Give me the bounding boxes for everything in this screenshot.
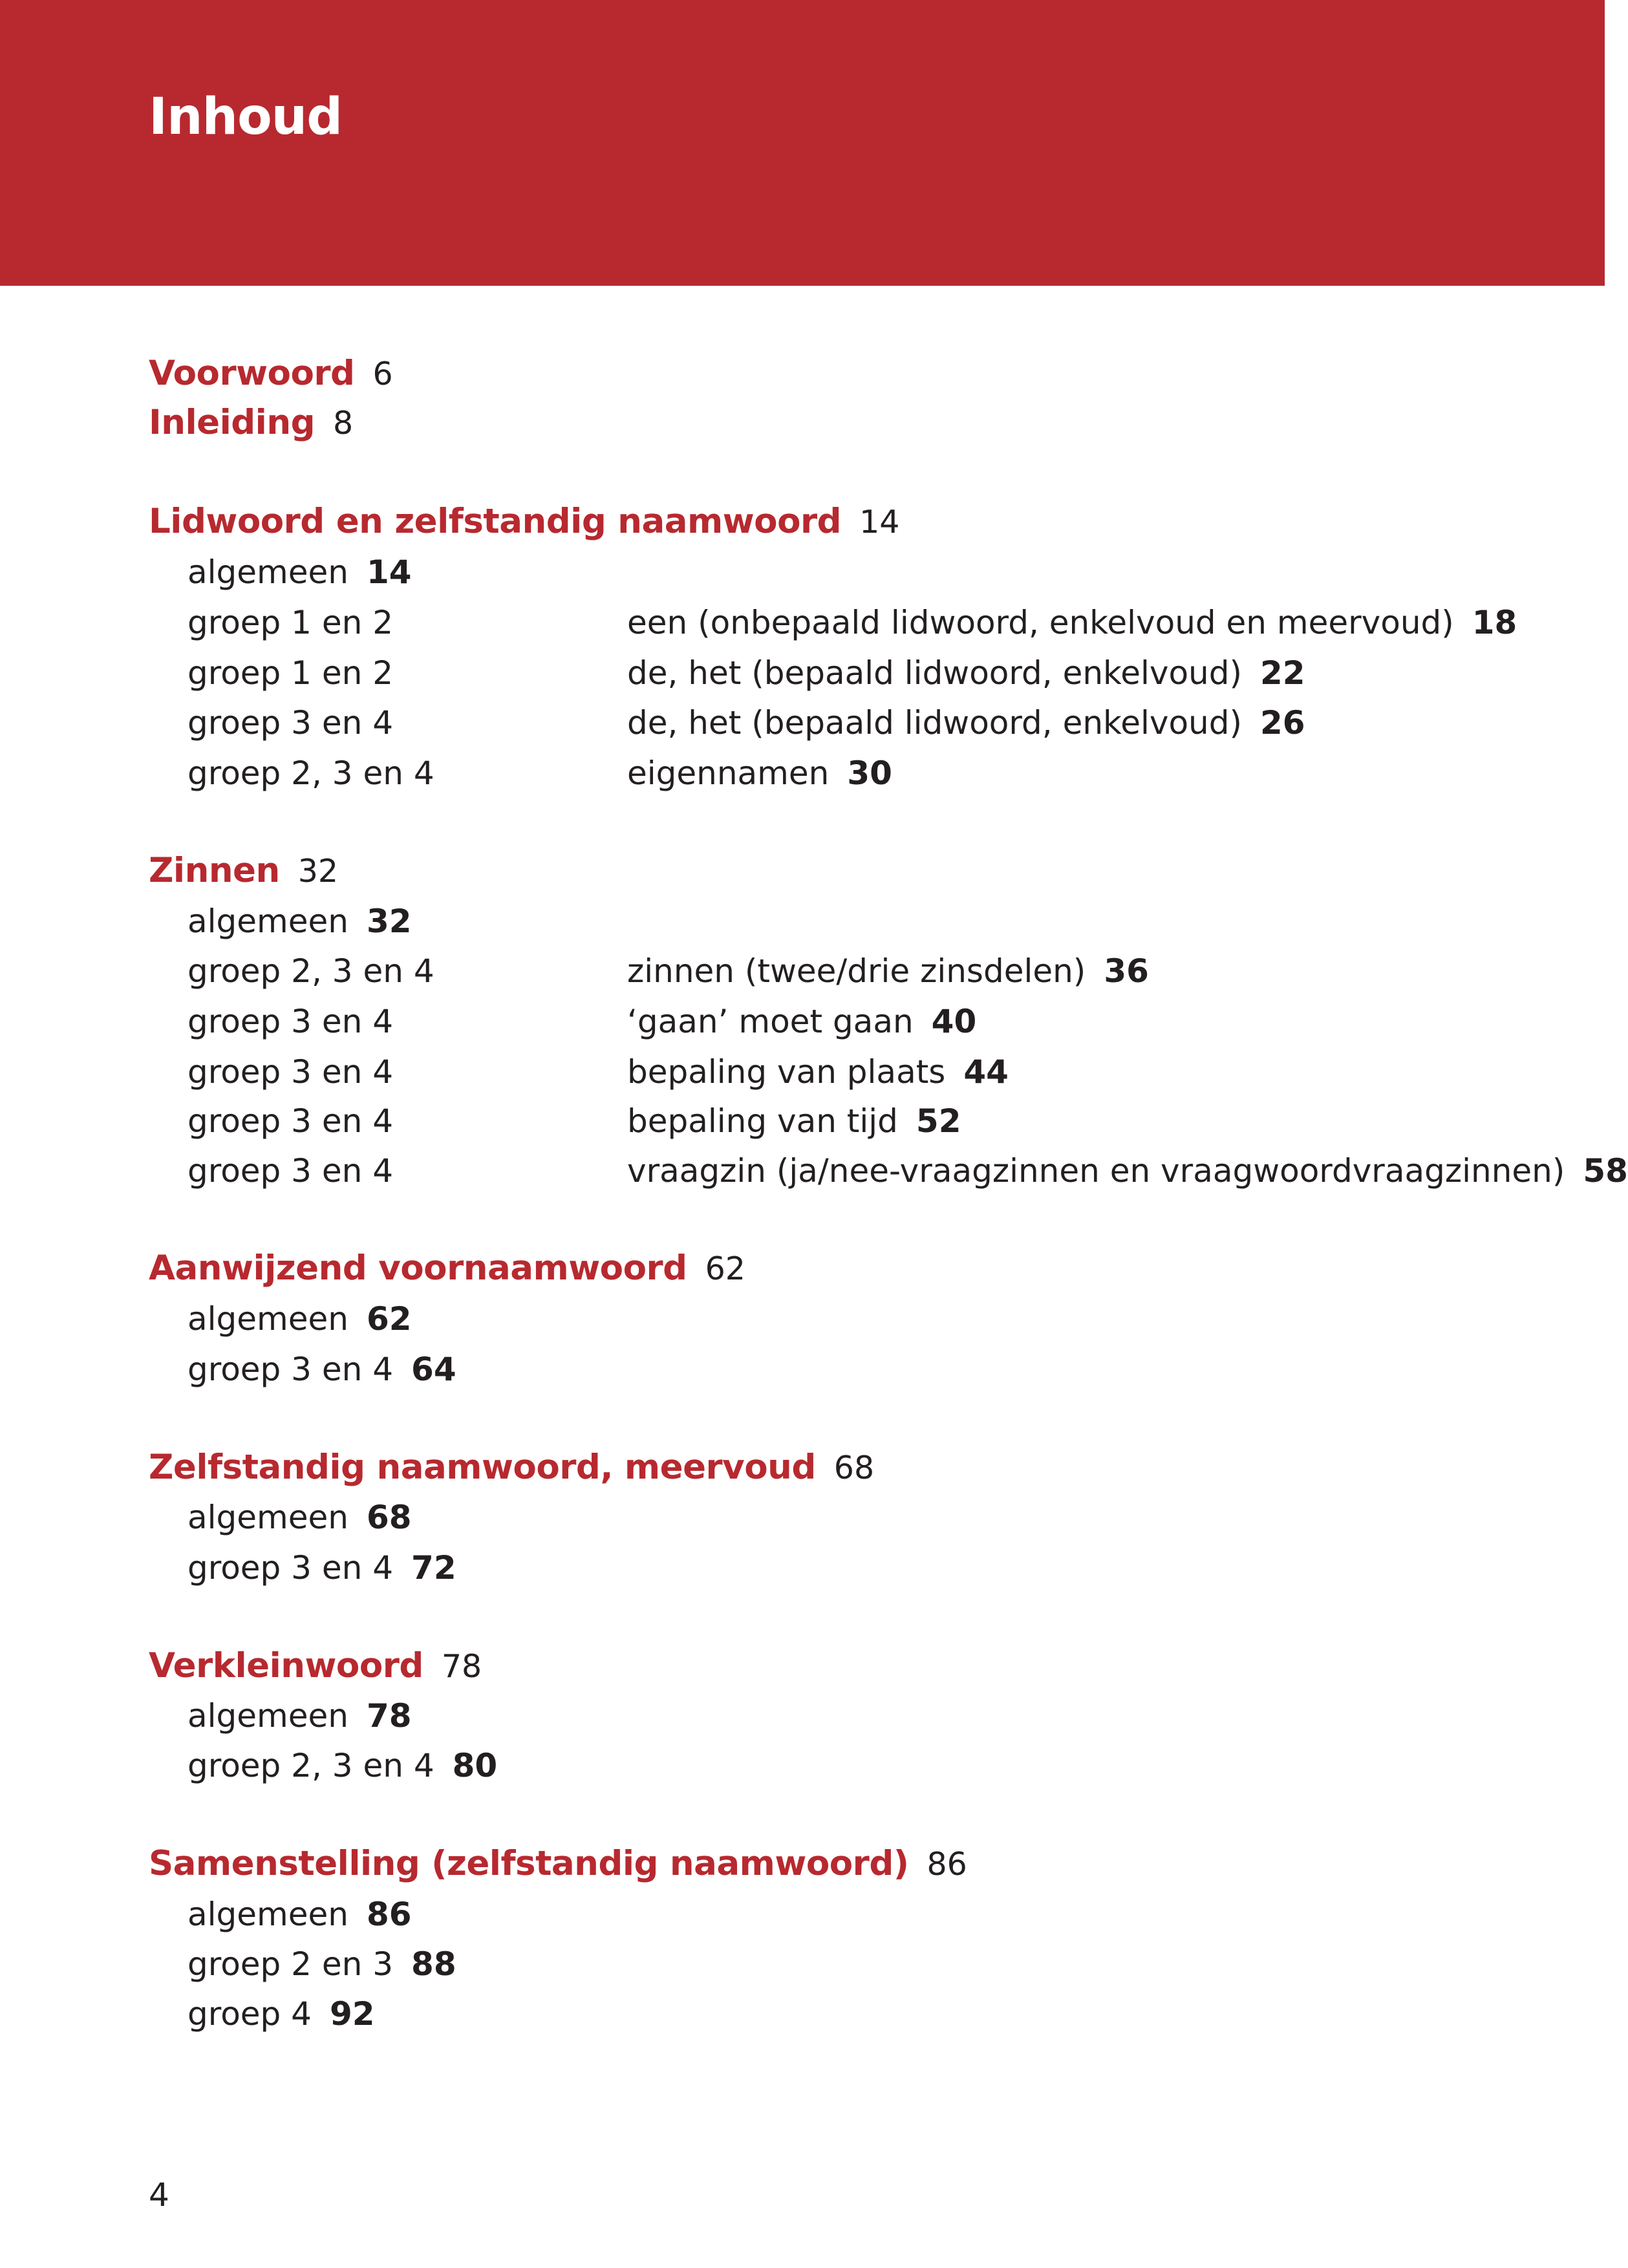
toc-heading-meervoud[interactable] — [149, 1442, 874, 1493]
toc-entry-group: groep 1 en 2 — [187, 654, 394, 692]
toc-entry-group: groep 2 en 3 — [187, 1945, 394, 1983]
header-band — [0, 0, 1605, 286]
toc-entry-topic: bepaling van plaats — [627, 1053, 946, 1091]
toc-heading-aanwijzend[interactable] — [149, 1243, 745, 1294]
toc-heading-page: 78 — [441, 1648, 482, 1685]
toc-entry[interactable] — [187, 747, 1481, 799]
toc-entry-page: 32 — [366, 903, 412, 940]
toc-heading-title: Zelfstandig naamwoord, meervoud — [149, 1448, 816, 1487]
toc-entry[interactable] — [187, 996, 1481, 1047]
toc-heading-title: Zinnen — [149, 851, 280, 890]
toc-heading-verkleinwoord[interactable] — [149, 1640, 482, 1692]
toc-entry-group: groep 2, 3 en 4 — [187, 1747, 434, 1784]
toc-entry-group: groep 3 en 4 — [187, 1351, 394, 1388]
toc-entry-page: 36 — [1104, 952, 1149, 990]
toc-entry[interactable] — [187, 1690, 412, 1742]
toc-entry-page: 14 — [366, 553, 412, 591]
toc-entry-page: 30 — [847, 754, 892, 792]
toc-entry-page: 40 — [931, 1003, 977, 1040]
toc-heading-page: 32 — [297, 853, 339, 890]
toc-entry[interactable] — [187, 1293, 412, 1345]
toc-entry-page: 58 — [1583, 1152, 1628, 1190]
toc-entry[interactable] — [187, 1492, 412, 1543]
toc-entry-group: groep 3 en 4 — [187, 1152, 394, 1190]
toc-entry-group: groep 3 en 4 — [187, 1549, 394, 1587]
toc-entry-group: groep 3 en 4 — [187, 704, 394, 742]
toc-entry-group: groep 3 en 4 — [187, 1003, 394, 1040]
toc-entry-group: groep 3 en 4 — [187, 1102, 394, 1140]
toc-entry[interactable] — [187, 1888, 412, 1940]
toc-entry[interactable] — [187, 1046, 1481, 1098]
toc-heading-page: 68 — [833, 1450, 875, 1486]
toc-entry-page: 62 — [366, 1300, 412, 1338]
toc-entry[interactable] — [187, 546, 412, 598]
page-title: Inhoud — [149, 88, 343, 146]
toc-entry-page: 72 — [411, 1549, 456, 1587]
toc-entry[interactable] — [187, 697, 1481, 749]
toc-entry-group: algemeen — [187, 1896, 348, 1933]
toc-entry-topic: een (onbepaald lidwoord, enkelvoud en meervoud) — [627, 604, 1454, 641]
toc-entry-page: 52 — [916, 1102, 961, 1140]
toc-entry[interactable] — [187, 647, 1481, 699]
toc-entry-page: 44 — [963, 1053, 1009, 1091]
toc-entry-group: algemeen — [187, 1697, 348, 1735]
toc-entry[interactable] — [187, 1740, 497, 1792]
toc-entry-page: 18 — [1472, 604, 1517, 641]
toc-entry-group: groep 3 en 4 — [187, 1053, 394, 1091]
toc-entry-group: groep 1 en 2 — [187, 604, 394, 641]
toc-heading-lidwoord[interactable] — [149, 496, 899, 548]
toc-entry-topic: bepaling van tijd — [627, 1102, 898, 1140]
toc-entry-page: 92 — [330, 1995, 375, 2033]
toc-entry-page: 64 — [411, 1351, 456, 1388]
toc-entry-page: 78 — [366, 1697, 412, 1735]
toc-heading-title: Verkleinwoord — [149, 1646, 423, 1685]
toc-heading-title: Inleiding — [149, 403, 316, 442]
toc-entry-page: 68 — [366, 1499, 412, 1536]
toc-entry-group: algemeen — [187, 903, 348, 940]
toc-heading-page: 14 — [859, 504, 900, 540]
toc-entry[interactable] — [187, 945, 1481, 997]
toc-heading-title: Voorwoord — [149, 354, 355, 393]
toc-heading-page: 8 — [333, 405, 354, 442]
toc-heading-page: 6 — [372, 356, 393, 392]
toc-entry-group: algemeen — [187, 553, 348, 591]
toc-entry-group: algemeen — [187, 1300, 348, 1338]
toc-entry[interactable] — [187, 1095, 1481, 1147]
toc-entry-page: 80 — [452, 1747, 498, 1784]
toc-heading-voorwoord[interactable] — [149, 348, 393, 400]
toc-entry-page: 22 — [1259, 654, 1305, 692]
toc-entry-topic: ‘gaan’ moet gaan — [627, 1003, 914, 1040]
toc-entry-topic: eigennamen — [627, 754, 830, 792]
toc-entry-group: groep 4 — [187, 1995, 312, 2033]
toc-entry-page: 88 — [411, 1945, 456, 1983]
toc-heading-samenstelling[interactable] — [149, 1838, 967, 1890]
page-number: 4 — [149, 2176, 169, 2214]
toc-entry[interactable] — [187, 1145, 1628, 1197]
toc-entry-topic: de, het (bepaald lidwoord, enkelvoud) — [627, 654, 1242, 692]
toc-heading-inleiding[interactable] — [149, 397, 353, 449]
toc-entry[interactable] — [187, 1343, 456, 1395]
toc-entry[interactable] — [187, 895, 412, 947]
toc-entry[interactable] — [187, 1938, 456, 1990]
toc-entry-page: 86 — [366, 1896, 412, 1933]
toc-entry-group: algemeen — [187, 1499, 348, 1536]
toc-heading-page: 86 — [926, 1846, 967, 1883]
toc-entry[interactable] — [187, 1542, 456, 1594]
toc-entry[interactable] — [187, 597, 1517, 648]
toc-heading-title: Samenstelling (zelfstandig naamwoord) — [149, 1844, 909, 1883]
toc-entry-group: groep 2, 3 en 4 — [187, 952, 434, 990]
toc-entry-topic: zinnen (twee/drie zinsdelen) — [627, 952, 1086, 990]
toc-heading-title: Aanwijzend voornaamwoord — [149, 1248, 687, 1288]
toc-heading-zinnen[interactable] — [149, 845, 338, 897]
toc-entry-group: groep 2, 3 en 4 — [187, 754, 434, 792]
toc-heading-title: Lidwoord en zelfstandig naamwoord — [149, 502, 842, 541]
toc-entry-topic: de, het (bepaald lidwoord, enkelvoud) — [627, 704, 1242, 742]
toc-entry-topic: vraagzin (ja/nee-vraagzinnen en vraagwoordvraagzinnen) — [627, 1152, 1565, 1190]
toc-heading-page: 62 — [705, 1250, 745, 1287]
toc-entry-page: 26 — [1259, 704, 1305, 742]
toc-entry[interactable] — [187, 1988, 375, 2040]
